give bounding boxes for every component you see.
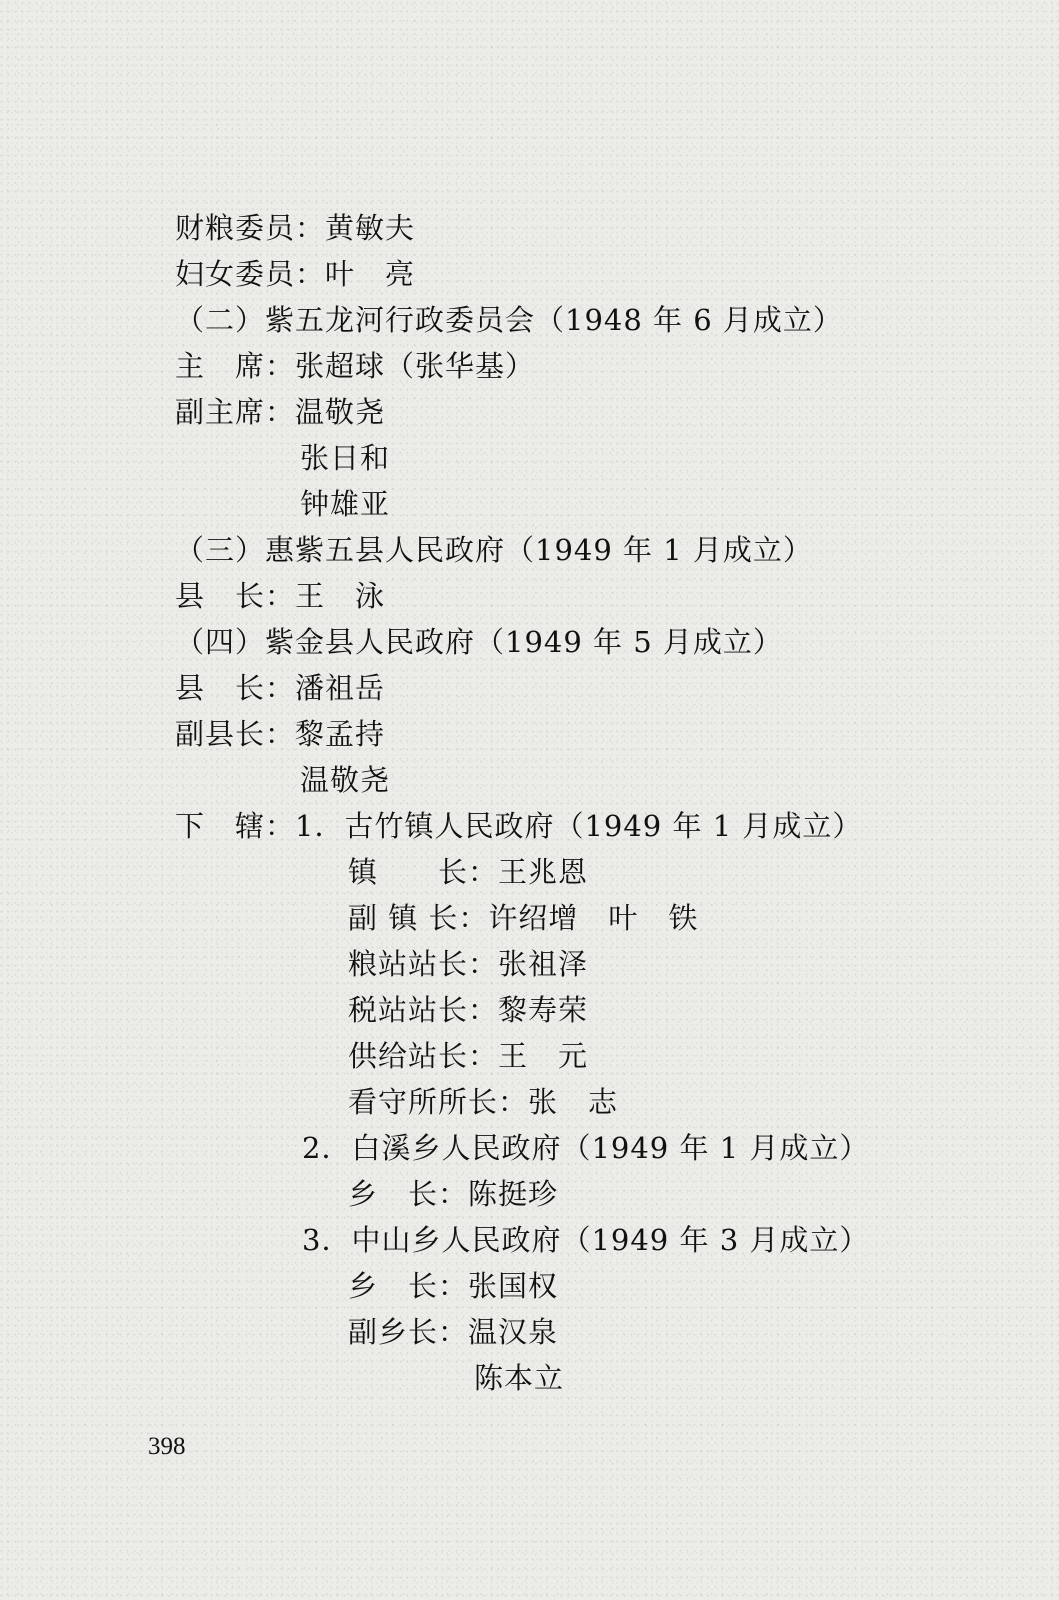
text-line: 乡 长：陈挺珍	[348, 1177, 559, 1211]
text-line: 主 席：张超球（张华基）	[175, 349, 536, 383]
text-line: 粮站站长：张祖泽	[348, 947, 589, 981]
section-heading: （四）紫金县人民政府（1949 年 5 月成立）	[175, 625, 783, 659]
text-line: 财粮委员：黄敏夫	[175, 211, 416, 245]
text-line: 温敬尧	[300, 763, 391, 797]
text-line: 乡 长：张国权	[348, 1269, 559, 1303]
text-line: 县 长：潘祖岳	[175, 671, 386, 705]
text-line: 副主席：温敬尧	[175, 395, 386, 429]
text-line: 税站站长：黎寿荣	[348, 993, 589, 1027]
text-line: 县 长：王 泳	[175, 579, 386, 613]
text-line: 副 镇 长：许绍增 叶 铁	[348, 901, 699, 935]
section-heading: （三）惠紫五县人民政府（1949 年 1 月成立）	[175, 533, 813, 567]
page-number: 398	[148, 1433, 186, 1460]
text-line: 镇 长：王兆恩	[348, 855, 589, 889]
text-line: 2．白溪乡人民政府（1949 年 1 月成立）	[302, 1131, 870, 1165]
text-line: 副乡长：温汉泉	[348, 1315, 559, 1349]
section-heading: （二）紫五龙河行政委员会（1948 年 6 月成立）	[175, 303, 843, 337]
text-line: 3．中山乡人民政府（1949 年 3 月成立）	[302, 1223, 870, 1257]
text-line: 陈本立	[474, 1361, 565, 1395]
text-line: 看守所所长：张 志	[348, 1085, 619, 1119]
text-line: 张日和	[300, 441, 391, 475]
text-line: 下 辖：1．古竹镇人民政府（1949 年 1 月成立）	[175, 809, 863, 843]
text-line: 副县长：黎孟持	[175, 717, 386, 751]
text-line: 钟雄亚	[300, 487, 391, 521]
text-line: 供给站长：王 元	[348, 1039, 589, 1073]
text-line: 妇女委员：叶 亮	[175, 257, 416, 291]
